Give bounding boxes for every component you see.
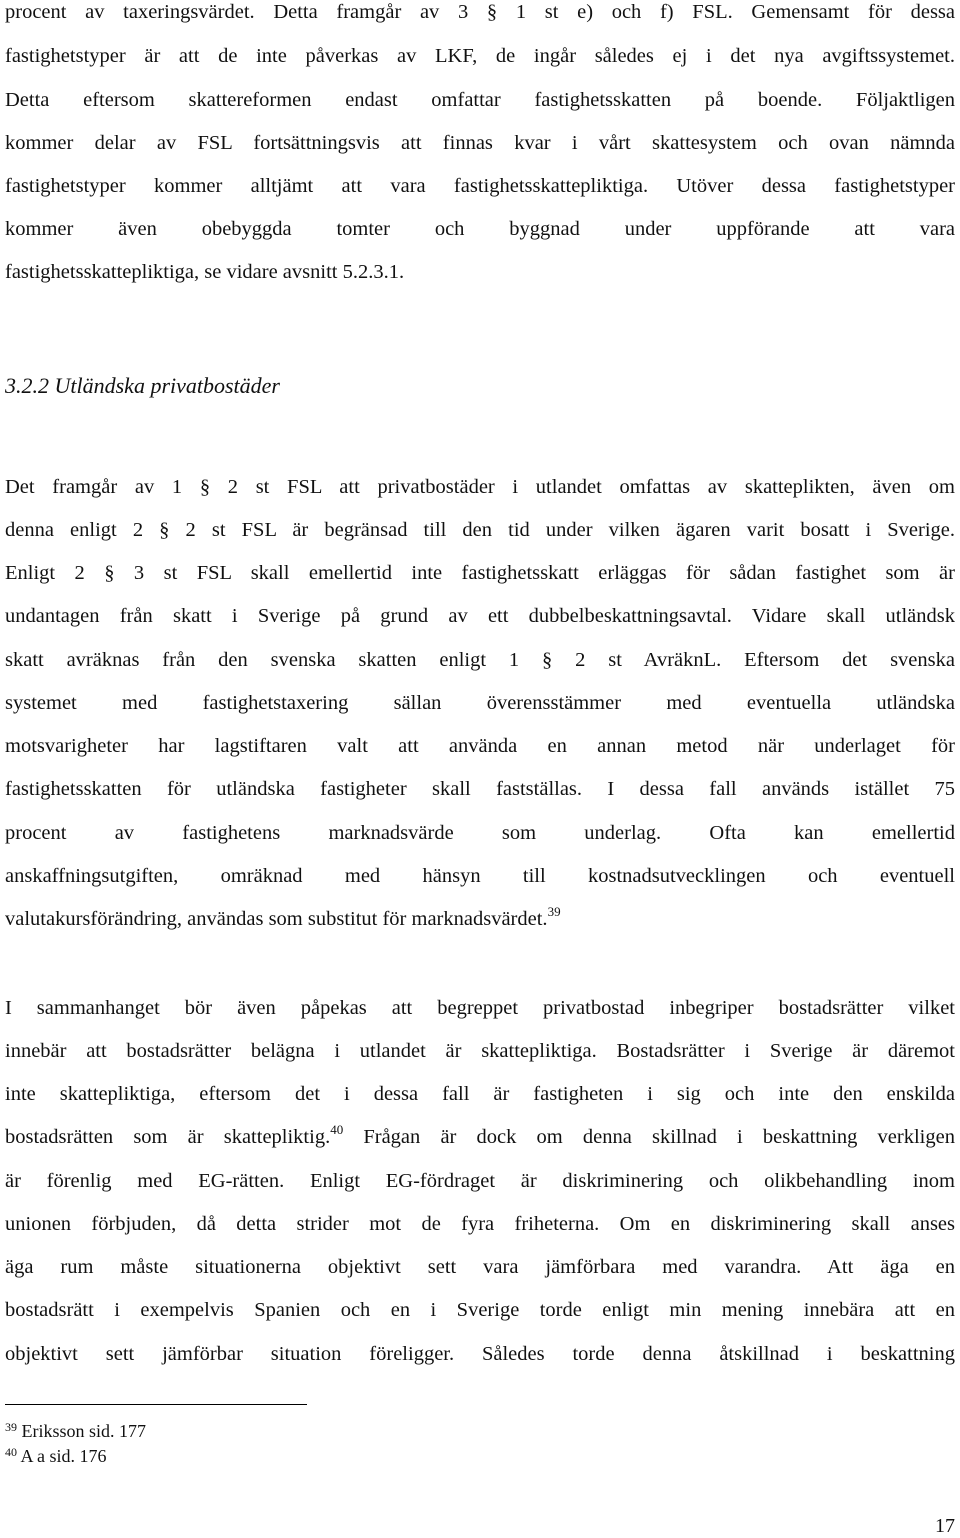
body-line: anskaffningsutgiften, omräknad med hänsyn till kostnadsutvecklingen och eventuell [5,865,955,887]
body-text: Frågan är dock om denna skillnad i beskattning verkligen [343,1126,955,1148]
section-heading: 3.2.2 Utländska privatbostäder [5,373,280,398]
body-line: äga rum måste situationerna objektivt sett vara jämförbara med varandra. Att äga en [5,1256,955,1278]
body-line: procent av fastighetens marknadsvärde som underlag. Ofta kan emellertid [5,822,955,844]
body-line: kommer delar av FSL fortsättningsvis att finnas kvar i vårt skattesystem och ovan nämnda [5,132,955,154]
body-line: objektivt sett jämförbar situation föreligger. Således torde denna åtskillnad i beskattning [5,1343,955,1365]
body-line: fastighetstyper är att de inte påverkas av LKF, de ingår således ej i det nya avgiftssystemet. [5,45,955,67]
body-line: systemet med fastighetstaxering sällan överensstämmer med eventuella utländska [5,692,955,714]
body-line: bostadsrätt i exempelvis Spanien och en i Sverige torde enligt min mening innebära att en [5,1299,955,1321]
body-line: skatt avräknas från den svenska skatten enligt 1 § 2 st AvräknL. Eftersom det svenska [5,649,955,671]
footnote-number: 39 [5,1420,17,1434]
footnote [5,1416,146,1442]
body-line [5,1122,955,1149]
body-line: motsvarigheter har lagstiftaren valt att använda en annan metod när underlaget för [5,735,955,757]
body-line: kommer även obebyggda tomter och byggnad under uppförande att vara [5,218,955,240]
body-line: fastighetsskatten för utländska fastigheter skall fastställas. I dessa fall används istället 75 [5,778,955,800]
footnote-ref[interactable]: 39 [547,904,561,919]
footnote-text: Eriksson sid. 177 [21,1421,147,1441]
body-line: är förenlig med EG-rätten. Enligt EG-fördraget är diskriminering och olikbehandling inom [5,1170,955,1192]
body-line: Det framgår av 1 § 2 st FSL att privatbostäder i utlandet omfattas av skatteplikten, även om [5,476,955,498]
body-line: I sammanhanget bör även påpekas att begreppet privatbostad inbegriper bostadsrätter vilket [5,997,955,1019]
body-line: fastighetsskattepliktiga, se vidare avsnitt 5.2.3.1. [5,261,405,283]
footnote-divider [5,1404,307,1405]
body-line: Enligt 2 § 3 st FSL skall emellertid inte fastighetsskatt erläggas för sådan fastighet som är [5,562,955,584]
footnote-text: A a sid. 176 [20,1446,107,1466]
body-line: innebär att bostadsrätter belägna i utlandet är skattepliktiga. Bostadsrätter i Sverige är däremot [5,1040,955,1062]
body-line [5,904,955,931]
body-line: Detta eftersom skattereformen endast omfattar fastighetsskatten på boende. Följaktligen [5,89,955,111]
body-line: procent av taxeringsvärdet. Detta framgår av 3 § 1 st e) och f) FSL. Gemensamt för dessa [5,1,955,23]
body-line: inte skattepliktiga, eftersom det i dessa fall är fastigheten i sig och inte den enskilda [5,1083,955,1105]
footnote-ref[interactable]: 40 [330,1122,344,1137]
body-line: undantagen från skatt i Sverige på grund av ett dubbelbeskattningsavtal. Vidare skall utländsk [5,605,955,627]
footnote-number: 40 [5,1445,17,1459]
body-line: unionen förbjuden, då detta strider mot de fyra friheterna. Om en diskriminering skall anses [5,1213,955,1235]
body-line: fastighetstyper kommer alltjämt att vara fastighetsskattepliktiga. Utöver dessa fastighetstyper [5,175,955,197]
page-number: 17 [935,1515,955,1537]
body-text: valutakursförändring, användas som substitut för marknadsvärdet. [5,908,548,930]
body-line: denna enligt 2 § 2 st FSL är begränsad till den tid under vilken ägaren varit bosatt i Sverige. [5,519,955,541]
footnote [5,1441,107,1467]
body-text: bostadsrätten som är skattepliktig. [5,1126,331,1148]
